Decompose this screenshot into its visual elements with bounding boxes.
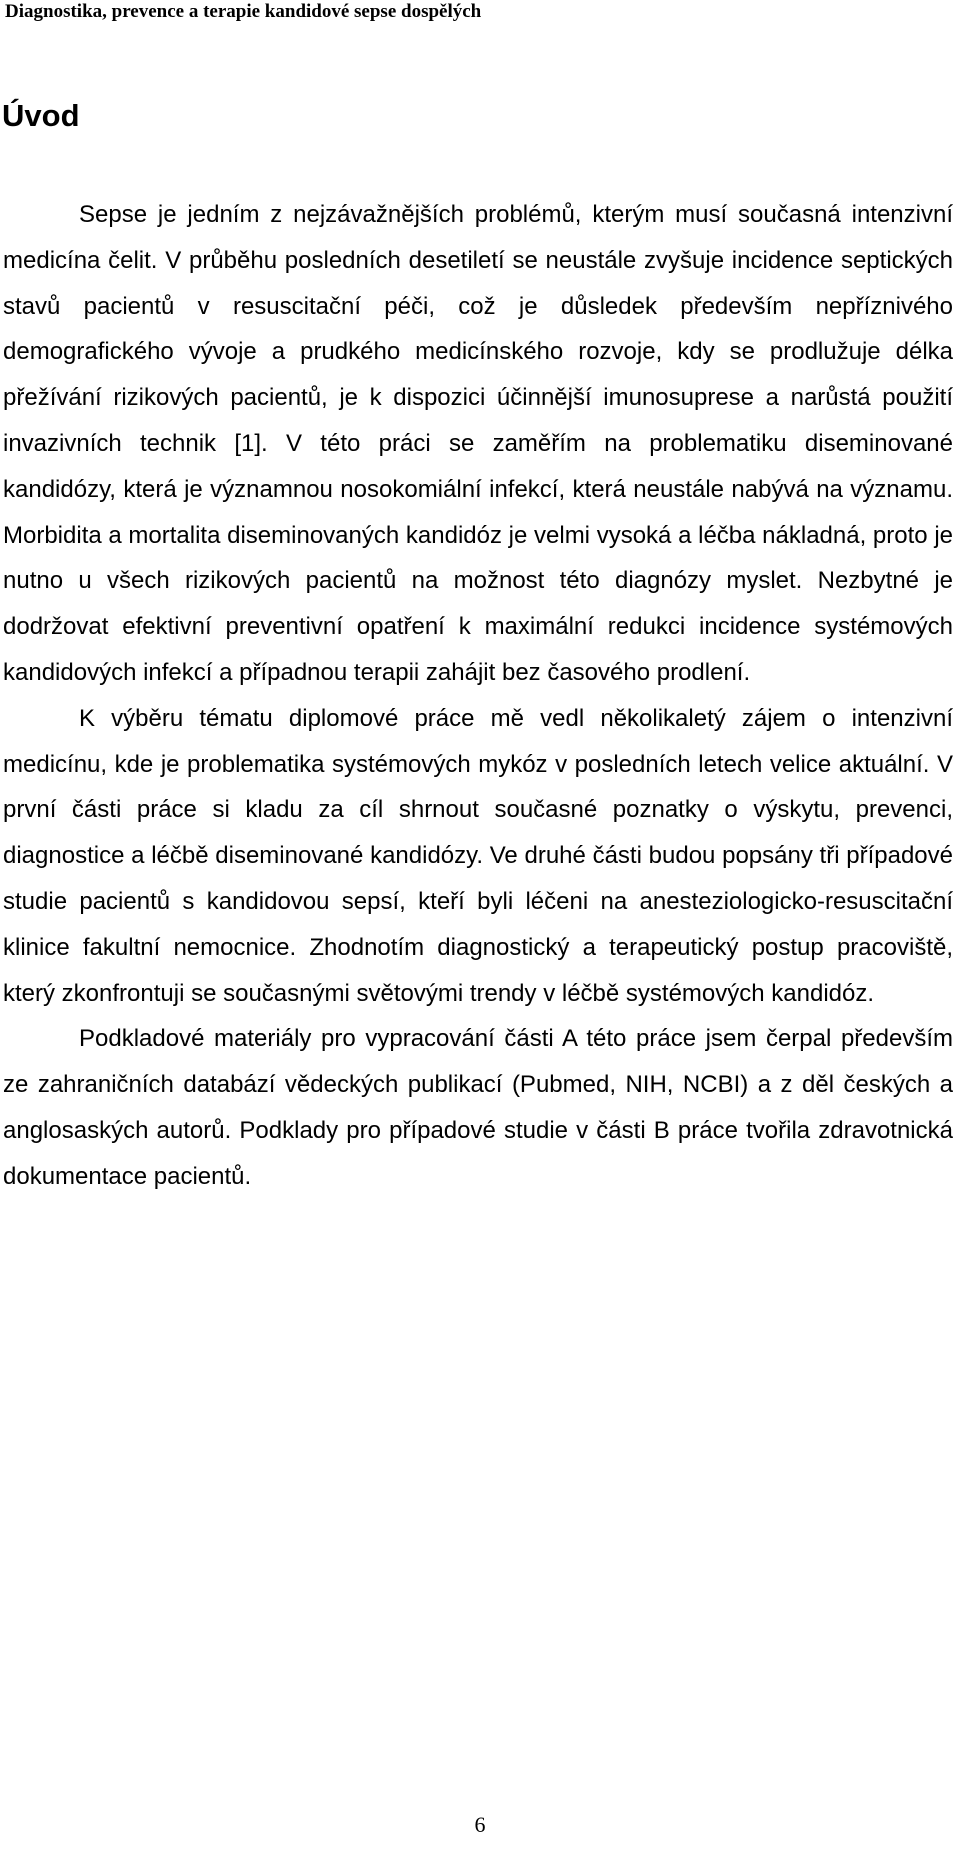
paragraph-topic-choice: K výběru tématu diplomové práce mě vedl několikaletý zájem o intenzivní medicínu, kde je problematika systémových mykóz v posledních letech velice aktuální. V první části práce si kladu za cíl shrnout současné poznatky o výskytu, prevenci, diagnostice a léčbě diseminované kandidózy. Ve druhé části budou popsány tři případové studie pacientů s kandidovou sepsí, kteří byli léčeni na anesteziologicko-resuscitační klinice fakultní nemocnice. Zhodnotím diagnostický a terapeutický postup pracoviště, který zkonfrontuji se současnými světovými trendy v léčbě systémových kandidóz. xyxy=(3,704,953,1007)
running-header: Diagnostika, prevence a terapie kandidové sepse dospělých xyxy=(5,1,482,22)
paragraph-sources: Podkladové materiály pro vypracování části A této práce jsem čerpal především ze zahraničních databází vědeckých publikací (Pubmed, NIH, NCBI) a z děl českých a anglosaských autorů. Podklady pro případové studie v části B práce tvořila zdravotnická dokumentace pacientů. xyxy=(3,1025,953,1190)
paragraph-intro: Sepse je jedním z nejzávažnějších problémů, kterým musí současná intenzivní medicína čelit. V průběhu posledních desetiletí se neustále zvyšuje incidence septických stavů pacientů v resuscitační péči, což je důsledek především nepříznivého demografického vývoje a prudkého medicínského rozvoje, kdy se prodlužuje délka přežívání rizikových pacientů, je k dispozici účinnější imunosuprese a narůstá použití invazivních technik [1]. V této práci se zaměřím na problematiku diseminované kandidózy, která je významnou nosokomiální infekcí, která neustále nabývá na významu. Morbidita a mortalita diseminovaných kandidóz je velmi vysoká a léčba nákladná, proto je nutno u všech rizikových pacientů na možnost této diagnózy myslet. Nezbytné je dodržovat efektivní preventivní opatření k maximální redukci incidence systémových kandidových infekcí a případnou terapii zahájit bez časového prodlení. xyxy=(3,201,953,686)
chapter-title: Úvod xyxy=(2,98,80,133)
body-text xyxy=(3,192,953,1200)
page-number: 6 xyxy=(474,1812,486,1837)
